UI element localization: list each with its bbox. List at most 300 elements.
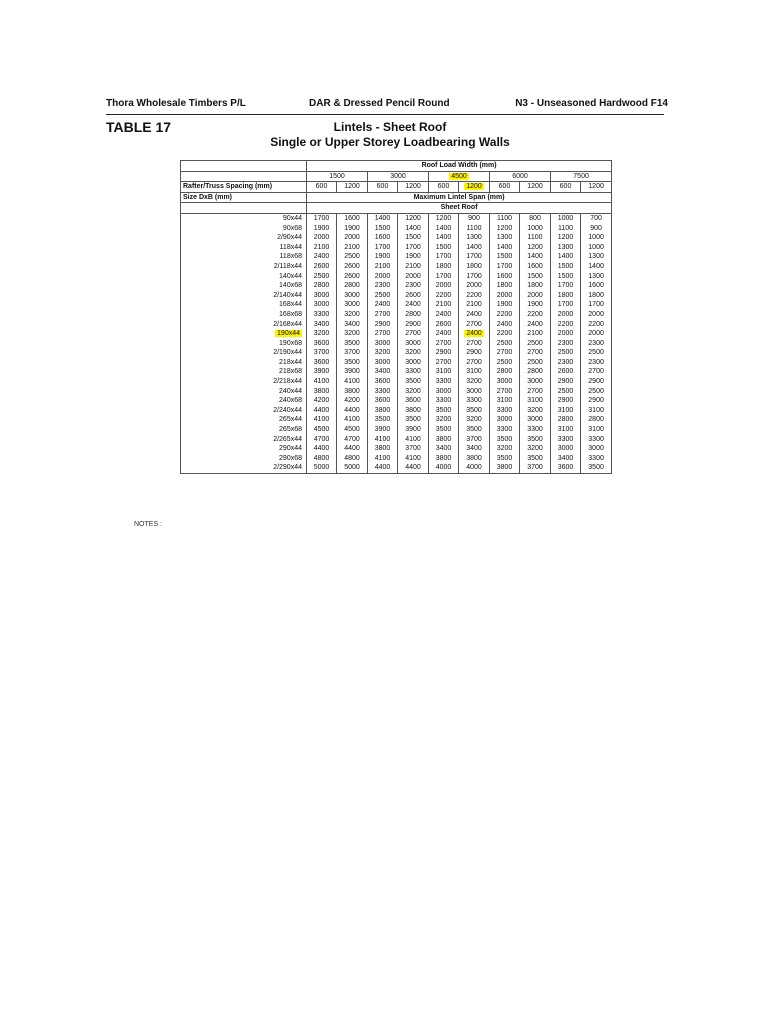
span-cell: 4200 — [307, 396, 337, 406]
span-cell: 1200 — [398, 213, 429, 223]
span-cell: 1600 — [490, 272, 520, 282]
span-cell: 3500 — [490, 435, 520, 445]
span-cell: 1900 — [490, 300, 520, 310]
span-cell: 1100 — [490, 213, 520, 223]
span-cell: 3300 — [398, 367, 429, 377]
span-cell: 1700 — [307, 213, 337, 223]
span-cell: 3000 — [459, 387, 490, 397]
span-cell: 3700 — [459, 435, 490, 445]
span-cell: 1700 — [459, 272, 490, 282]
span-cell: 4400 — [337, 406, 368, 416]
size-cell: 218x44 — [181, 358, 307, 368]
span-cell: 5000 — [307, 463, 337, 473]
span-cell: 1900 — [337, 224, 368, 234]
table-row — [181, 463, 612, 473]
span-cell: 900 — [581, 224, 612, 234]
size-cell: 265x68 — [181, 425, 307, 435]
span-cell: 3400 — [551, 454, 581, 464]
span-cell: 4400 — [398, 463, 429, 473]
span-cell: 1800 — [581, 291, 612, 301]
span-cell: 3800 — [429, 454, 459, 464]
span-cell: 2000 — [459, 281, 490, 291]
span-cell: 3800 — [368, 444, 398, 454]
span-cell: 1800 — [490, 281, 520, 291]
span-cell: 2000 — [490, 291, 520, 301]
span-cell: 2800 — [307, 281, 337, 291]
span-cell: 2400 — [429, 329, 459, 339]
span-cell: 3700 — [307, 348, 337, 358]
span-cell: 2200 — [429, 291, 459, 301]
span-cell: 3500 — [520, 454, 551, 464]
span-cell: 2700 — [520, 348, 551, 358]
span-cell: 1000 — [551, 213, 581, 223]
span-cell: 3200 — [307, 329, 337, 339]
span-cell: 2700 — [368, 329, 398, 339]
span-cell: 1000 — [581, 233, 612, 243]
span-cell: 3000 — [398, 358, 429, 368]
span-cell: 4100 — [307, 377, 337, 387]
span-cell: 1700 — [459, 252, 490, 262]
span-cell: 1700 — [398, 243, 429, 253]
span-cell: 2700 — [429, 358, 459, 368]
span-cell: 2000 — [337, 233, 368, 243]
size-cell: 118x68 — [181, 252, 307, 262]
header-blank-cell — [181, 171, 307, 182]
span-cell: 3900 — [368, 425, 398, 435]
table-row — [181, 358, 612, 368]
span-cell: 1300 — [581, 272, 612, 282]
span-cell: 3300 — [490, 406, 520, 416]
header-rule — [106, 114, 664, 115]
spacing-cell: 1200 — [581, 182, 612, 193]
span-cell: 1800 — [520, 281, 551, 291]
span-cell: 3600 — [551, 463, 581, 473]
size-cell: 290x44 — [181, 444, 307, 454]
span-cell: 3400 — [337, 320, 368, 330]
span-cell: 2300 — [551, 358, 581, 368]
span-cell: 2400 — [307, 252, 337, 262]
span-cell: 2200 — [581, 320, 612, 330]
span-cell: 3100 — [551, 406, 581, 416]
span-cell: 1700 — [429, 252, 459, 262]
spacing-row — [181, 182, 612, 193]
span-cell: 1500 — [551, 272, 581, 282]
table-row — [181, 377, 612, 387]
span-cell: 2700 — [520, 387, 551, 397]
span-cell: 3800 — [429, 435, 459, 445]
span-cell: 2600 — [337, 272, 368, 282]
span-cell: 2600 — [551, 367, 581, 377]
span-cell: 3400 — [459, 444, 490, 454]
span-cell: 3600 — [398, 396, 429, 406]
span-cell: 3100 — [459, 367, 490, 377]
span-cell — [459, 329, 490, 339]
span-cell: 3300 — [307, 310, 337, 320]
span-cell: 2300 — [551, 339, 581, 349]
span-cell: 3100 — [429, 367, 459, 377]
table-row — [181, 213, 612, 223]
size-cell: 90x44 — [181, 213, 307, 223]
spacing-cell: 600 — [368, 182, 398, 193]
spacing-cell: 1200 — [337, 182, 368, 193]
span-cell: 3300 — [490, 425, 520, 435]
span-cell: 3200 — [520, 406, 551, 416]
span-cell: 1900 — [398, 252, 429, 262]
table-row — [181, 281, 612, 291]
span-cell: 3000 — [581, 444, 612, 454]
span-cell: 2100 — [429, 300, 459, 310]
size-cell: 2/218x44 — [181, 377, 307, 387]
span-cell: 3300 — [551, 435, 581, 445]
span-cell: 3900 — [398, 425, 429, 435]
span-cell: 3000 — [490, 377, 520, 387]
load-width-row — [181, 171, 612, 182]
span-cell: 4400 — [337, 444, 368, 454]
span-cell: 2000 — [520, 291, 551, 301]
size-cell: 90x68 — [181, 224, 307, 234]
span-cell: 2400 — [490, 320, 520, 330]
span-cell: 3100 — [581, 425, 612, 435]
roof-load-width-heading: Roof Load Width (mm) — [307, 161, 612, 172]
span-cell: 1000 — [520, 224, 551, 234]
span-cell: 3000 — [551, 444, 581, 454]
span-cell: 3500 — [490, 454, 520, 464]
span-cell: 2000 — [368, 272, 398, 282]
span-cell: 2000 — [551, 329, 581, 339]
table-row — [181, 233, 612, 243]
span-cell: 2500 — [490, 339, 520, 349]
span-cell: 4400 — [307, 406, 337, 416]
lintel-span-table — [180, 160, 612, 474]
span-cell: 4100 — [368, 454, 398, 464]
span-cell: 1500 — [398, 233, 429, 243]
span-cell: 1300 — [581, 252, 612, 262]
span-cell: 1600 — [337, 213, 368, 223]
span-cell: 3500 — [459, 406, 490, 416]
table-row — [181, 415, 612, 425]
company-name: Thora Wholesale Timbers P/L — [106, 98, 246, 109]
span-cell: 2200 — [490, 310, 520, 320]
span-cell: 3700 — [520, 463, 551, 473]
span-cell: 1500 — [429, 243, 459, 253]
header-blank-cell — [181, 161, 307, 172]
span-cell: 3000 — [490, 415, 520, 425]
span-cell: 1400 — [429, 224, 459, 234]
load-width-4500 — [429, 171, 490, 182]
span-cell: 1700 — [581, 300, 612, 310]
span-cell: 2100 — [368, 262, 398, 272]
size-cell: 140x44 — [181, 272, 307, 282]
span-cell: 2500 — [368, 291, 398, 301]
size-cell: 2/265x44 — [181, 435, 307, 445]
span-cell: 3500 — [398, 415, 429, 425]
span-cell: 4800 — [307, 454, 337, 464]
spacing-cell: 1200 — [398, 182, 429, 193]
size-cell: 290x68 — [181, 454, 307, 464]
span-cell: 3800 — [368, 406, 398, 416]
load-width-3000: 3000 — [368, 171, 429, 182]
table-row — [181, 262, 612, 272]
span-cell: 4100 — [337, 415, 368, 425]
span-cell: 1300 — [551, 243, 581, 253]
spacing-cell: 600 — [551, 182, 581, 193]
span-cell: 2900 — [581, 396, 612, 406]
span-cell: 3200 — [429, 415, 459, 425]
span-cell: 2800 — [551, 415, 581, 425]
span-cell: 2700 — [429, 339, 459, 349]
span-cell: 3500 — [368, 415, 398, 425]
span-cell: 2700 — [459, 320, 490, 330]
span-cell: 3000 — [429, 387, 459, 397]
span-cell: 4100 — [307, 415, 337, 425]
table-row — [181, 252, 612, 262]
table-row — [181, 272, 612, 282]
span-cell: 1400 — [368, 213, 398, 223]
span-cell: 2900 — [459, 348, 490, 358]
table-number: TABLE 17 — [106, 119, 172, 135]
roof-load-width-row — [181, 161, 612, 172]
table-row — [181, 224, 612, 234]
span-cell: 1400 — [490, 243, 520, 253]
table-row — [181, 454, 612, 464]
span-cell: 1500 — [520, 272, 551, 282]
span-cell: 3000 — [307, 300, 337, 310]
table-row — [181, 348, 612, 358]
span-cell: 1400 — [581, 262, 612, 272]
size-cell: 240x68 — [181, 396, 307, 406]
span-cell: 3900 — [337, 367, 368, 377]
span-cell: 2000 — [551, 310, 581, 320]
span-cell: 1300 — [490, 233, 520, 243]
span-cell: 2500 — [307, 272, 337, 282]
span-cell: 4100 — [337, 377, 368, 387]
span-cell: 2000 — [581, 310, 612, 320]
span-cell: 4500 — [337, 425, 368, 435]
span-cell: 3600 — [368, 396, 398, 406]
span-cell: 3300 — [520, 425, 551, 435]
span-cell: 3000 — [520, 415, 551, 425]
load-width-4500-highlight: 4500 — [451, 172, 467, 180]
sheet-roof-heading: Sheet Roof — [307, 203, 612, 214]
max-span-heading: Maximum Lintel Span (mm) — [307, 192, 612, 203]
span-cell: 2600 — [337, 262, 368, 272]
span-cell: 900 — [459, 213, 490, 223]
size-cell — [181, 329, 307, 339]
span-cell: 3200 — [459, 415, 490, 425]
size-cell: 168x44 — [181, 300, 307, 310]
span-cell: 4800 — [337, 454, 368, 464]
span-cell: 3100 — [520, 396, 551, 406]
span-cell: 2900 — [551, 396, 581, 406]
span-cell: 3500 — [520, 435, 551, 445]
table-row — [181, 406, 612, 416]
span-cell: 1700 — [368, 243, 398, 253]
span-cell: 2700 — [398, 329, 429, 339]
span-cell: 3300 — [429, 377, 459, 387]
span-cell: 2300 — [581, 358, 612, 368]
span-cell: 1900 — [520, 300, 551, 310]
product-name: DAR & Dressed Pencil Round — [309, 98, 450, 109]
span-highlight: 2400 — [466, 330, 482, 338]
size-cell: 2/190x44 — [181, 348, 307, 358]
span-cell: 3500 — [398, 377, 429, 387]
span-cell: 1800 — [551, 291, 581, 301]
span-cell: 3400 — [429, 444, 459, 454]
size-highlight: 190x44 — [277, 330, 300, 338]
table-row — [181, 387, 612, 397]
table-row — [181, 320, 612, 330]
span-cell: 2800 — [581, 415, 612, 425]
span-cell: 2700 — [368, 310, 398, 320]
span-cell: 3500 — [459, 425, 490, 435]
table-row — [181, 367, 612, 377]
span-cell: 1400 — [551, 252, 581, 262]
span-cell: 2000 — [307, 233, 337, 243]
span-cell: 4100 — [398, 435, 429, 445]
table-row — [181, 396, 612, 406]
span-cell: 1300 — [459, 233, 490, 243]
span-cell: 4700 — [337, 435, 368, 445]
span-cell: 3000 — [337, 291, 368, 301]
span-cell: 3100 — [581, 406, 612, 416]
span-cell: 2900 — [368, 320, 398, 330]
span-cell: 1500 — [490, 252, 520, 262]
span-cell: 3300 — [368, 387, 398, 397]
span-cell: 1400 — [520, 252, 551, 262]
span-cell: 4100 — [368, 435, 398, 445]
table-row — [181, 310, 612, 320]
span-cell: 2700 — [490, 348, 520, 358]
span-cell: 2700 — [459, 358, 490, 368]
span-cell: 2900 — [429, 348, 459, 358]
span-cell: 1500 — [551, 262, 581, 272]
spacing-cell: 600 — [307, 182, 337, 193]
span-cell: 3500 — [429, 406, 459, 416]
span-cell: 2500 — [551, 348, 581, 358]
span-cell: 4700 — [307, 435, 337, 445]
span-cell: 1100 — [520, 233, 551, 243]
size-cell: 190x68 — [181, 339, 307, 349]
span-cell: 1400 — [398, 224, 429, 234]
span-cell: 3600 — [307, 339, 337, 349]
size-cell: 118x44 — [181, 243, 307, 253]
span-cell: 2100 — [459, 300, 490, 310]
span-cell: 2400 — [429, 310, 459, 320]
span-cell: 2900 — [581, 377, 612, 387]
size-cell: 2/168x44 — [181, 320, 307, 330]
span-cell: 3200 — [490, 444, 520, 454]
size-cell: 2/118x44 — [181, 262, 307, 272]
load-width-7500: 7500 — [551, 171, 612, 182]
span-cell: 2500 — [490, 358, 520, 368]
span-cell: 2500 — [520, 339, 551, 349]
span-cell: 2300 — [368, 281, 398, 291]
notes-label: NOTES : — [134, 521, 163, 527]
span-cell: 1200 — [520, 243, 551, 253]
table-row — [181, 339, 612, 349]
span-cell: 3100 — [490, 396, 520, 406]
span-cell: 3000 — [368, 339, 398, 349]
span-cell: 1700 — [429, 272, 459, 282]
span-cell: 2700 — [490, 387, 520, 397]
span-cell: 1400 — [459, 243, 490, 253]
load-width-6000: 6000 — [490, 171, 551, 182]
size-row — [181, 192, 612, 203]
size-cell: 2/90x44 — [181, 233, 307, 243]
span-cell: 3200 — [398, 387, 429, 397]
span-cell: 3900 — [307, 367, 337, 377]
spacing-cell: 1200 — [520, 182, 551, 193]
table-subtitle: Single or Upper Storey Loadbearing Walls — [270, 135, 510, 149]
span-cell: 2600 — [307, 262, 337, 272]
spacing-label: Rafter/Truss Spacing (mm) — [181, 182, 307, 193]
span-cell: 1200 — [429, 213, 459, 223]
span-cell: 2500 — [581, 387, 612, 397]
span-cell: 1800 — [429, 262, 459, 272]
span-cell: 4400 — [368, 463, 398, 473]
span-cell: 1700 — [490, 262, 520, 272]
span-cell: 3200 — [520, 444, 551, 454]
span-cell: 1600 — [581, 281, 612, 291]
span-cell: 2100 — [307, 243, 337, 253]
span-cell: 2000 — [429, 281, 459, 291]
spacing-cell — [459, 182, 490, 193]
span-cell: 3200 — [337, 310, 368, 320]
size-cell: 140x68 — [181, 281, 307, 291]
span-cell: 3400 — [368, 367, 398, 377]
span-cell: 2100 — [337, 243, 368, 253]
span-cell: 2200 — [490, 329, 520, 339]
span-cell: 3200 — [337, 329, 368, 339]
size-label: Size DxB (mm) — [181, 192, 307, 203]
timber-grade: N3 - Unseasoned Hardwood F14 — [515, 98, 668, 109]
table-row — [181, 291, 612, 301]
span-cell: 2500 — [337, 252, 368, 262]
table-title: Lintels - Sheet Roof — [333, 120, 447, 134]
table-row — [181, 425, 612, 435]
page-header — [106, 98, 668, 114]
span-cell: 1200 — [551, 233, 581, 243]
span-cell: 3600 — [368, 377, 398, 387]
table-row — [181, 300, 612, 310]
span-cell: 3800 — [337, 387, 368, 397]
span-cell: 3300 — [459, 396, 490, 406]
span-cell: 5000 — [337, 463, 368, 473]
span-cell: 2100 — [520, 329, 551, 339]
span-cell: 3600 — [307, 358, 337, 368]
span-cell: 3300 — [581, 454, 612, 464]
span-cell: 2400 — [398, 300, 429, 310]
span-cell: 3700 — [398, 444, 429, 454]
span-cell: 2200 — [459, 291, 490, 301]
span-cell: 2200 — [520, 310, 551, 320]
span-cell: 800 — [520, 213, 551, 223]
span-cell: 3800 — [490, 463, 520, 473]
span-cell: 1900 — [368, 252, 398, 262]
span-cell: 1200 — [490, 224, 520, 234]
section-row — [181, 203, 612, 214]
span-cell: 3300 — [429, 396, 459, 406]
span-cell: 2100 — [398, 262, 429, 272]
span-cell: 3200 — [398, 348, 429, 358]
span-cell: 2700 — [581, 367, 612, 377]
span-cell: 2400 — [459, 310, 490, 320]
size-cell: 2/290x44 — [181, 463, 307, 473]
span-cell: 2200 — [551, 320, 581, 330]
span-cell: 2400 — [368, 300, 398, 310]
span-cell: 3500 — [337, 339, 368, 349]
span-cell: 1600 — [520, 262, 551, 272]
